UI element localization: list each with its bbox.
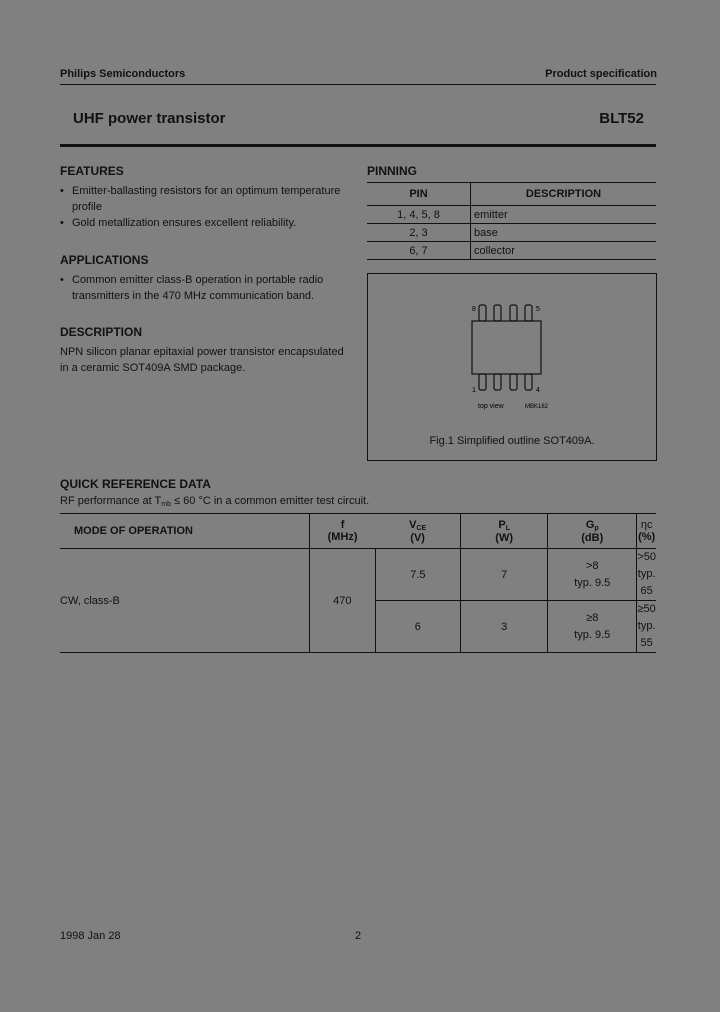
- view-label: top view: [478, 403, 504, 410]
- eta-column-header: ηc (%): [637, 514, 656, 549]
- desc-cell: base: [471, 224, 657, 242]
- pin-1-label: 1: [472, 387, 476, 394]
- list-item: • Emitter-ballasting resistors for an optimum temperature profile: [60, 185, 341, 213]
- mode-column-header: MODE OF OPERATION: [60, 514, 310, 549]
- applications-heading: APPLICATIONS: [60, 253, 149, 267]
- pin-cell: 2, 3: [367, 224, 471, 242]
- description-heading: DESCRIPTION: [60, 325, 143, 339]
- header-rule: [60, 84, 656, 85]
- pin-cell: 1, 4, 5, 8: [367, 206, 471, 224]
- f-cell: 470: [310, 549, 375, 653]
- description-text: NPN silicon planar epitaxial power transistor encapsulated in a ceramic SOT409A SMD package.: [60, 346, 344, 374]
- list-item: • Gold metallization ensures excellent reliability.: [60, 217, 297, 229]
- pinning-heading: PINNING: [367, 164, 418, 178]
- pin-4-label: 4: [536, 387, 540, 394]
- document-type: Product specification: [545, 68, 657, 80]
- gp-cell: ≥8 typ. 9.5: [548, 601, 637, 653]
- list-item: • Common emitter class-B operation in portable radio transmitters in the 470 MHz communication band.: [60, 274, 324, 302]
- product-title: UHF power transistor: [73, 110, 226, 127]
- table-row: [367, 206, 656, 224]
- pinning-table: [367, 182, 656, 260]
- qrd-subtitle: RF performance at $T_{mb} \le 60$ °C in a common emitter test circuit.: [60, 495, 370, 508]
- page-number: 2: [355, 930, 362, 942]
- table-row: [60, 549, 656, 601]
- company-name: Philips Semiconductors: [60, 68, 186, 80]
- description-column-header: DESCRIPTION: [471, 183, 657, 206]
- eta-cell: >50 typ. 65: [637, 549, 656, 601]
- title-rule: [60, 144, 656, 147]
- pl-column-header: $P_L$ (W): [461, 514, 548, 549]
- pin-cell: 6, 7: [367, 242, 471, 260]
- pl-cell: 3: [461, 601, 548, 653]
- bottom-leads: [479, 374, 532, 390]
- top-leads: [479, 305, 532, 321]
- drawing-code: MBK182: [525, 404, 549, 410]
- desc-cell: emitter: [471, 206, 657, 224]
- qrd-heading: QUICK REFERENCE DATA: [60, 477, 211, 491]
- pin-column-header: PIN: [367, 183, 471, 206]
- quick-reference-table: [60, 513, 656, 653]
- vce-column-header: $V_{CE}$ (V): [375, 514, 461, 549]
- mode-cell: CW, class-B: [60, 549, 310, 653]
- gp-column-header: $G_p$ (dB): [548, 514, 637, 549]
- gp-cell: >8 typ. 9.5: [548, 549, 637, 601]
- figure-caption: Fig.1 Simplified outline SOT409A.: [429, 435, 595, 447]
- part-number: BLT52: [599, 110, 644, 127]
- table-row: [367, 242, 656, 260]
- pin-8-label: 8: [472, 306, 476, 313]
- table-row: [367, 224, 656, 242]
- package-body: [472, 321, 541, 374]
- eta-cell: ≥50 typ. 55: [637, 601, 656, 653]
- pl-cell: 7: [461, 549, 548, 601]
- f-column-header: f (MHz): [310, 514, 375, 549]
- desc-cell: collector: [471, 242, 657, 260]
- features-heading: FEATURES: [60, 164, 124, 178]
- vce-cell: 6: [375, 601, 461, 653]
- vce-cell: 7.5: [375, 549, 461, 601]
- pin-5-label: 5: [536, 306, 540, 313]
- footer-date: 1998 Jan 28: [60, 930, 121, 942]
- figure-box: [367, 273, 657, 461]
